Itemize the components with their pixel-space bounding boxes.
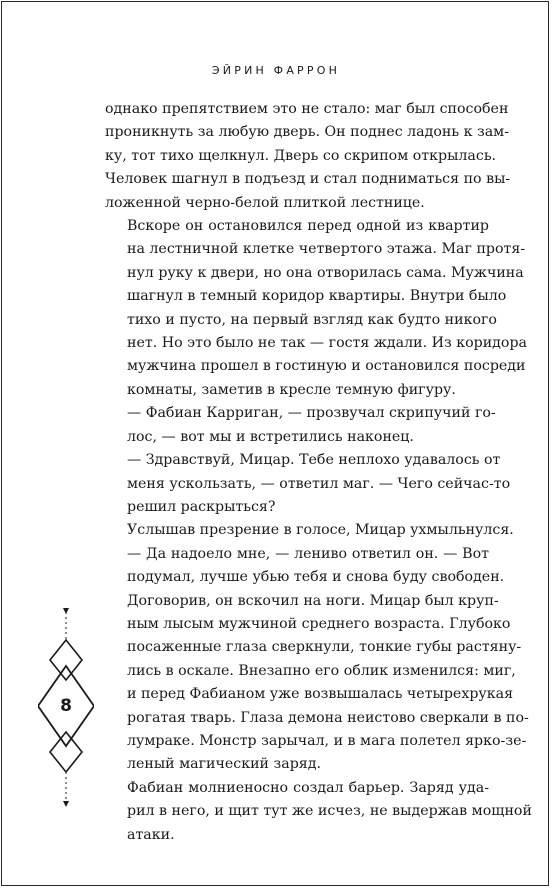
text-line: ным лысым мужчиной среднего возраста. Глубоко — [127, 615, 511, 632]
text-line: — Фабиан Карриган, — прозвучал скрипучий го- — [127, 405, 496, 422]
paragraph — [105, 402, 496, 449]
page-number-ornament — [38, 608, 94, 808]
text-line: на лестничной клетке четвертого этажа. Маг протя- — [127, 241, 526, 258]
text-line: Человек шагнул в подъезд и стал подниматься по вы- — [105, 171, 511, 188]
paragraph — [105, 519, 514, 542]
text-line: мужчина прошел в гостиную и остановился посреди — [127, 358, 526, 375]
body-text — [105, 98, 532, 847]
text-line: проникнуть за любую дверь. Он поднес ладонь к зам- — [105, 124, 509, 141]
text-line: лос, — вот мы и встретились наконец. — [127, 428, 414, 445]
text-line: подумал, лучше убью тебя и снова буду свободен. — [127, 569, 505, 586]
text-line: — Здравствуй, Мицар. Тебе неплохо удавалось от — [127, 452, 501, 469]
text-line: однако препятствием это не стало: маг был способен — [105, 101, 509, 117]
text-line: ку, тот тихо щелкнул. Дверь со скрипом открылась. — [105, 147, 497, 164]
text-line: посаженные глаза сверкнули, тонкие губы растяну- — [127, 639, 522, 656]
text-line: Договорив, он вскочил на ноги. Мицар был круп- — [127, 592, 499, 609]
text-line: — Да надоело мне, — лениво ответил он. — Вот — [127, 545, 489, 562]
text-line: комнаты, заметив в кресле темную фигуру. — [127, 381, 456, 398]
text-line: нул руку к двери, но она отворилась сама. Мужчина — [127, 264, 524, 281]
running-head: ЭЙРИН ФАРРОН — [211, 64, 341, 77]
text-line: меня ускользать, — ответил маг. — Чего сейчас-то — [127, 475, 511, 492]
page-number: 8 — [60, 696, 72, 716]
paragraph — [105, 777, 532, 847]
text-line: шагнул в темный коридор квартиры. Внутри было — [127, 288, 507, 305]
paragraph — [105, 215, 527, 402]
text-line: рогатая тварь. Глаза демона неистово сверкали в по- — [127, 709, 529, 726]
text-line: лись в оскале. Внезапно его облик изменился: миг, — [127, 662, 516, 679]
text-line: нет. Но это было не так — гостя ждали. Из коридора — [127, 335, 527, 352]
text-line: Вскоре он остановился перед одной из квартир — [127, 218, 489, 235]
text-line: и перед Фабианом уже возвышалась четырехрукая — [127, 686, 514, 703]
text-line: ложенной черно-белой плиткой лестнице. — [105, 194, 425, 211]
paragraph — [105, 98, 511, 215]
paragraph — [105, 590, 529, 777]
text-line: Услышав презрение в голосе, Мицар ухмыльнулся. — [127, 522, 514, 539]
text-line: Фабиан молниеносно создал барьер. Заряд уда- — [127, 779, 489, 796]
text-line: атаки. — [127, 826, 175, 843]
paragraph — [105, 543, 505, 590]
text-line: лумраке. Монстр зарычал, и в мага полетел ярко-зе- — [127, 732, 527, 749]
text-line: леный магический заряд. — [127, 756, 321, 773]
text-line: тихо и пусто, на первый взгляд как будто никого — [127, 311, 497, 328]
text-line: рил в него, и щит тут же исчез, не выдержав мощной — [127, 803, 532, 820]
text-line: решил раскрыться? — [127, 498, 276, 515]
paragraph — [105, 449, 511, 519]
